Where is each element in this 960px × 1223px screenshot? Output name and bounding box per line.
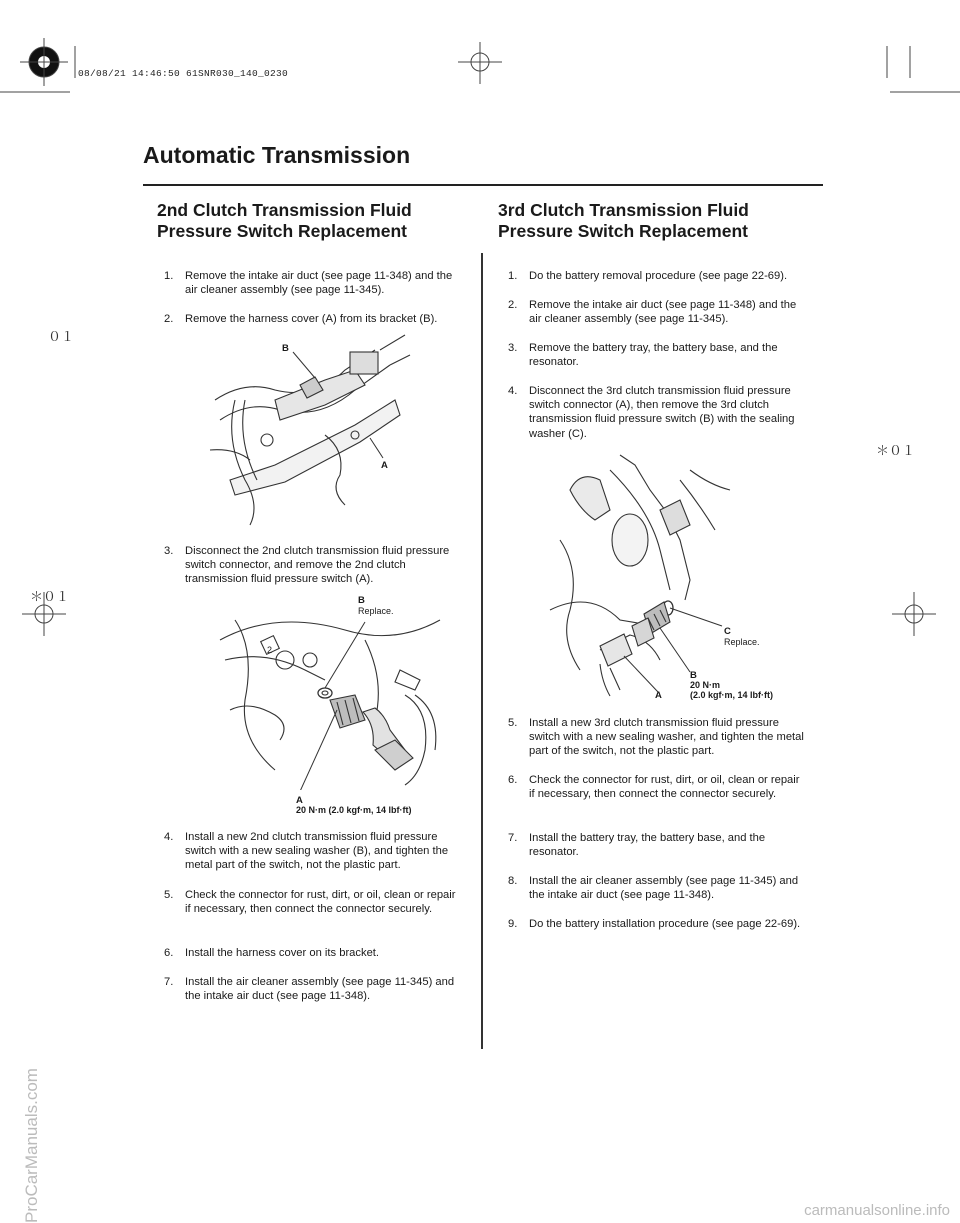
step-text: Remove the battery tray, the battery base, and the resonator. <box>529 342 778 369</box>
right-step-2 <box>508 298 808 326</box>
column-divider <box>481 253 483 1049</box>
margin-mark-right: ＊０１ <box>876 444 916 459</box>
fig2-label-a: A <box>296 795 303 806</box>
margin-mark-left-low: ＊０１ <box>30 590 70 605</box>
step-text: Install the harness cover on its bracket. <box>185 947 380 959</box>
margin-mark-left-top: ０１ <box>48 330 75 345</box>
fig3-label-c-note: Replace. <box>724 637 760 647</box>
watermark-corner: carmanualsonline.info <box>804 1202 950 1219</box>
right-section-title-line-1: 3rd Clutch Transmission Fluid <box>498 200 749 220</box>
step-text: Remove the intake air duct (see page 11-348) and the air cleaner assembly (see page 11-345). <box>185 270 453 297</box>
fig2-label-a-torque: 20 N·m (2.0 kgf·m, 14 lbf·ft) <box>296 805 412 815</box>
step-text: Install the air cleaner assembly (see page 11-345) and the intake air duct (see page 11-348). <box>185 976 455 1003</box>
step-text: Remove the intake air duct (see page 11-348) and the air cleaner assembly (see page 11-345). <box>529 299 797 326</box>
left-step-6 <box>164 946 464 960</box>
step-text: Do the battery removal procedure (see page 22-69). <box>529 270 788 282</box>
step-number: 5. <box>164 889 174 901</box>
fig1-label-a: A <box>381 460 388 471</box>
fig3-label-b: B <box>690 670 697 681</box>
step-text: Install the battery tray, the battery base, and the resonator. <box>529 832 766 859</box>
fig3-label-c: C <box>724 626 731 637</box>
left-step-7 <box>164 975 464 1003</box>
fig3-label-b-torque-2: (2.0 kgf·m, 14 lbf·ft) <box>690 690 774 700</box>
step-number: 5. <box>508 717 518 729</box>
left-step-4 <box>164 830 464 873</box>
step-text: Disconnect the 3rd clutch transmission fluid pressure switch connector (A), then remove the 3rd clutch transmission fluid pressure switch (B) with the sealing washer (C). <box>529 385 795 440</box>
step-text: Install a new 2nd clutch transmission fluid pressure switch with a new sealing washer (B), and tighten the metal part of the switch, not the plastic part. <box>185 831 449 872</box>
left-section-title-line-1: 2nd Clutch Transmission Fluid <box>157 200 412 220</box>
right-step-5 <box>508 716 808 759</box>
figure-2nd-clutch-switch <box>215 600 445 790</box>
figure-3rd-clutch-switch <box>540 450 740 700</box>
left-step-2 <box>164 312 464 326</box>
fig2-mark: 2 <box>267 645 273 655</box>
step-text: Remove the harness cover (A) from its bracket (B). <box>185 313 438 325</box>
step-number: 7. <box>164 976 174 988</box>
step-number: 4. <box>508 385 518 397</box>
figure-harness-cover <box>205 330 415 530</box>
step-number: 2. <box>508 299 518 311</box>
right-step-3 <box>508 341 808 369</box>
step-number: 1. <box>508 270 518 282</box>
right-step-6 <box>508 773 808 801</box>
step-number: 3. <box>164 545 174 557</box>
left-step-1 <box>164 269 464 297</box>
title-rule <box>143 184 823 186</box>
print-timestamp: 08/08/21 14:46:50 61SNR030_140_0230 <box>78 68 289 79</box>
fig2-label-b: B <box>358 595 365 606</box>
right-step-7 <box>508 831 808 859</box>
step-text: Check the connector for rust, dirt, or oil, clean or repair if necessary, then connect the connector securely. <box>529 774 800 801</box>
step-number: 2. <box>164 313 174 325</box>
step-text: Check the connector for rust, dirt, or oil, clean or repair if necessary, then connect the connector securely. <box>185 889 456 916</box>
left-step-3 <box>164 544 464 587</box>
step-number: 4. <box>164 831 174 843</box>
left-section-title-line-2: Pressure Switch Replacement <box>157 221 407 241</box>
left-section-title <box>157 200 412 242</box>
right-section-title <box>498 200 749 242</box>
step-text: Disconnect the 2nd clutch transmission fluid pressure switch connector, and remove the 2nd clutch transmission fluid pressure switch (A). <box>185 545 450 586</box>
right-step-1 <box>508 269 808 283</box>
step-text: Do the battery installation procedure (see page 22-69). <box>529 918 801 930</box>
right-step-8 <box>508 874 808 902</box>
right-step-9 <box>508 917 808 931</box>
page-title: Automatic Transmission <box>143 142 411 168</box>
right-section-title-line-2: Pressure Switch Replacement <box>498 221 748 241</box>
step-text: Install a new 3rd clutch transmission fluid pressure switch with a new sealing washer, and tighten the metal part of the switch, not the plastic part. <box>529 717 804 758</box>
fig3-label-a: A <box>655 690 662 701</box>
step-number: 6. <box>164 947 174 959</box>
fig3-label-b-torque-1: 20 N·m <box>690 680 721 690</box>
watermark-side: ProCarManuals.com <box>22 1068 41 1223</box>
right-step-4 <box>508 384 808 441</box>
step-number: 3. <box>508 342 518 354</box>
fig1-label-b: B <box>282 343 289 354</box>
step-number: 7. <box>508 832 518 844</box>
step-number: 8. <box>508 875 518 887</box>
step-text: Install the air cleaner assembly (see page 11-345) and the intake air duct (see page 11-348). <box>529 875 799 902</box>
step-number: 9. <box>508 918 518 930</box>
step-number: 6. <box>508 774 518 786</box>
fig2-label-b-note: Replace. <box>358 606 394 616</box>
step-number: 1. <box>164 270 174 282</box>
left-step-5 <box>164 888 464 916</box>
